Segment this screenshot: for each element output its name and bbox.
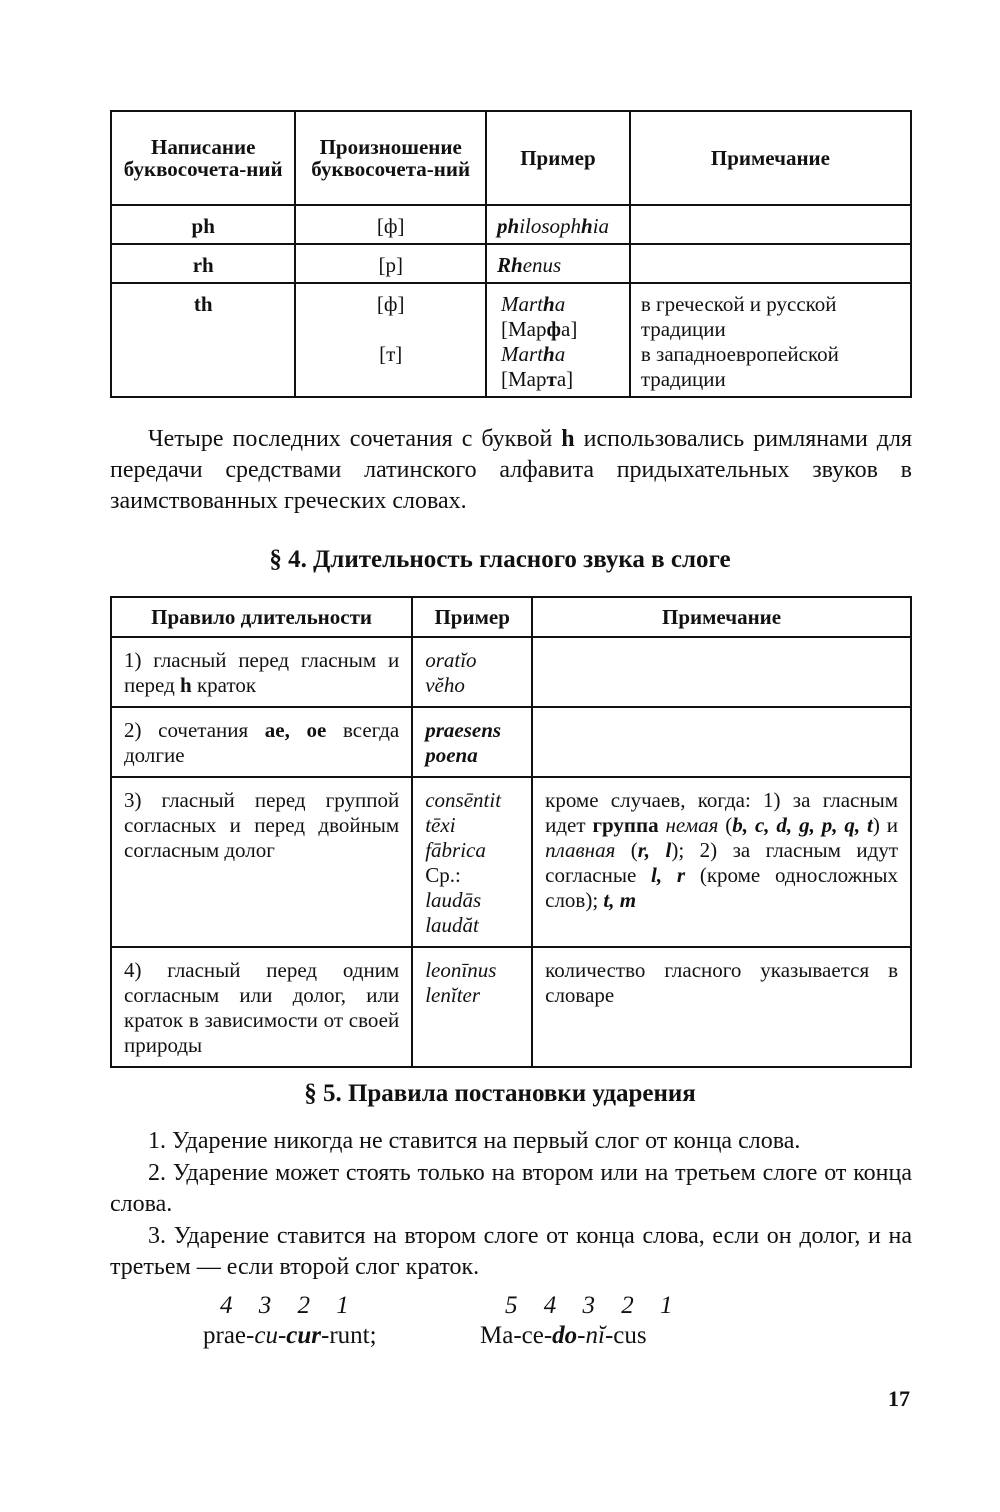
syllable: - — [277, 1322, 287, 1349]
text: b, c, d, g, p, q, t — [732, 813, 873, 837]
cell-spelling: ph — [111, 205, 295, 244]
example-part: а] — [556, 367, 574, 391]
text: r, l — [637, 838, 672, 862]
example-part: ilosoph — [519, 214, 582, 238]
text: использовались римлянами для передачи средствами латинского алфавита придыхательных звуков в заимствованных греческих словах. — [110, 426, 912, 514]
example-word: consēntit — [425, 788, 502, 812]
text: h — [561, 426, 575, 452]
note-2: в западноевропейской традиции — [640, 342, 839, 391]
example-part: ph — [497, 214, 520, 238]
text: t, m — [603, 888, 637, 912]
table-row — [111, 205, 911, 244]
text: h — [180, 673, 192, 697]
syllable: cu — [254, 1322, 278, 1349]
cell-rule: 4) гласный перед одним согласным или долог, или краток в зависимости от своей природы — [111, 947, 412, 1067]
example-part: Mart — [501, 292, 543, 316]
text: Четыре последних сочетания с буквой — [148, 426, 562, 452]
header-note: Примечание — [532, 597, 911, 637]
table-header-row — [111, 597, 911, 637]
header-example: Пример — [412, 597, 532, 637]
example-word: fābrica — [425, 838, 486, 862]
section-heading-5: § 5. Правила постановки ударения — [304, 1080, 696, 1107]
cell-rule — [111, 637, 412, 707]
example-part: h — [543, 292, 555, 316]
rule-2: 2. Ударение может стоять только на втором или на третьем слоге от конца слова. — [110, 1160, 912, 1217]
digraph-table — [110, 110, 912, 398]
header-pronunciation: Произношение буквосочета-ний — [295, 111, 486, 205]
syllable-numbers-left: 4 3 2 1 — [220, 1292, 359, 1319]
section-heading-4: § 4. Длительность гласного звука в слоге — [269, 546, 731, 573]
syllable: do — [552, 1322, 578, 1349]
pron-1: [ф] — [376, 292, 405, 316]
example-part: [Мар — [501, 367, 547, 391]
text: ); 2) за гласным идут согласные — [545, 838, 899, 887]
text: краток — [191, 673, 257, 697]
header-spelling: Написание буквосочета-ний — [111, 111, 295, 205]
cell-rule — [111, 707, 412, 777]
cell-pronunciation: [р] — [295, 244, 486, 283]
note-1: в греческой и русской традиции — [640, 292, 837, 341]
syllable: -cus — [604, 1322, 647, 1349]
example-part: a — [554, 342, 566, 366]
example-word: lenĭter — [425, 983, 481, 1007]
table-row — [111, 283, 911, 397]
text: немая — [658, 813, 719, 837]
example-word: Ср.: — [425, 863, 461, 887]
cell-note — [532, 777, 911, 947]
syllable-numbers-right: 5 4 3 2 1 — [505, 1292, 683, 1319]
text: 1) гласный перед гласным и перед — [124, 648, 400, 697]
text: 2) сочетания — [124, 718, 265, 742]
syllable: - — [577, 1322, 586, 1349]
example-word: poena — [425, 743, 478, 767]
cell-example — [486, 283, 630, 397]
table-row — [111, 777, 911, 947]
pron-2: [т] — [379, 342, 403, 366]
example-word: tēxi — [425, 813, 456, 837]
text: плавная — [545, 838, 616, 862]
header-note: Примечание — [630, 111, 911, 205]
example-2 — [501, 342, 619, 367]
example-part: а] — [561, 317, 578, 341]
example-part: ia — [592, 214, 610, 238]
example-part: т — [546, 367, 557, 391]
example-word: laudās — [425, 888, 482, 912]
header-rule: Правило длительности — [111, 597, 412, 637]
cell-example — [412, 707, 532, 777]
header-example: Пример — [486, 111, 630, 205]
table-row — [111, 244, 911, 283]
syllable: nĭ — [585, 1322, 605, 1349]
text: l, r — [651, 863, 686, 887]
vowel-length-table — [110, 596, 912, 1068]
syllable: -runt; — [321, 1322, 377, 1349]
text: ) и — [872, 813, 899, 837]
paragraph — [110, 424, 912, 517]
cell-note: количество гласного указывается в словаре — [532, 947, 911, 1067]
text: ( — [615, 838, 638, 862]
page-number: 17 — [888, 1386, 910, 1411]
example-part: [Мар — [501, 317, 547, 341]
cell-pronunciation — [295, 283, 486, 397]
example-part: enus — [522, 253, 562, 277]
syllable: prae- — [203, 1322, 255, 1349]
example-2-ru — [501, 367, 619, 392]
example-word: vĕho — [425, 673, 465, 697]
text: кроме случаев, когда: 1) за гласным идет — [545, 788, 898, 837]
cell-spelling: rh — [111, 244, 295, 283]
syllable: cur — [286, 1322, 322, 1349]
cell-example — [412, 637, 532, 707]
example-part: a — [554, 292, 566, 316]
example-word: laudăt — [425, 913, 479, 937]
text: ae, oe — [264, 718, 327, 742]
example-part: Mart — [501, 342, 543, 366]
text: ( — [718, 813, 733, 837]
example-word-left — [203, 1322, 377, 1350]
cell-example — [486, 244, 630, 283]
example-part: Rh — [497, 253, 523, 277]
table-row — [111, 947, 911, 1067]
cell-example — [412, 777, 532, 947]
cell-note — [532, 637, 911, 707]
example-1-ru — [501, 317, 619, 342]
text: всегда долгие — [124, 718, 400, 767]
cell-example — [412, 947, 532, 1067]
cell-example: philosophhia — [486, 205, 630, 244]
example-part: ф — [546, 317, 562, 341]
table-header-row — [111, 111, 911, 205]
cell-note — [630, 244, 911, 283]
example-part: h — [543, 342, 555, 366]
cell-rule: 3) гласный перед группой согласных и перед двойным согласным долог — [111, 777, 412, 947]
cell-spelling: th — [111, 283, 295, 397]
cell-note — [532, 707, 911, 777]
rule-1: 1. Ударение никогда не ставится на первый слог от конца слова. — [148, 1128, 801, 1154]
example-1 — [501, 292, 619, 317]
rule-3: 3. Ударение ставится на втором слоге от конца слова, если он долог, и на третьем — если второй слог краток. — [110, 1223, 912, 1280]
example-word: praesens — [425, 718, 502, 742]
text: группа — [592, 813, 659, 837]
cell-note — [630, 205, 911, 244]
table-row — [111, 637, 911, 707]
text: (кроме односложных слов); — [545, 863, 898, 912]
cell-note — [630, 283, 911, 397]
table-row — [111, 707, 911, 777]
example-word: oratĭo — [425, 648, 477, 672]
example-word-right — [480, 1322, 647, 1350]
cell-pronunciation: [ф] — [295, 205, 486, 244]
example-word: leonīnus — [425, 958, 497, 982]
syllable: Ma-ce- — [480, 1322, 553, 1349]
